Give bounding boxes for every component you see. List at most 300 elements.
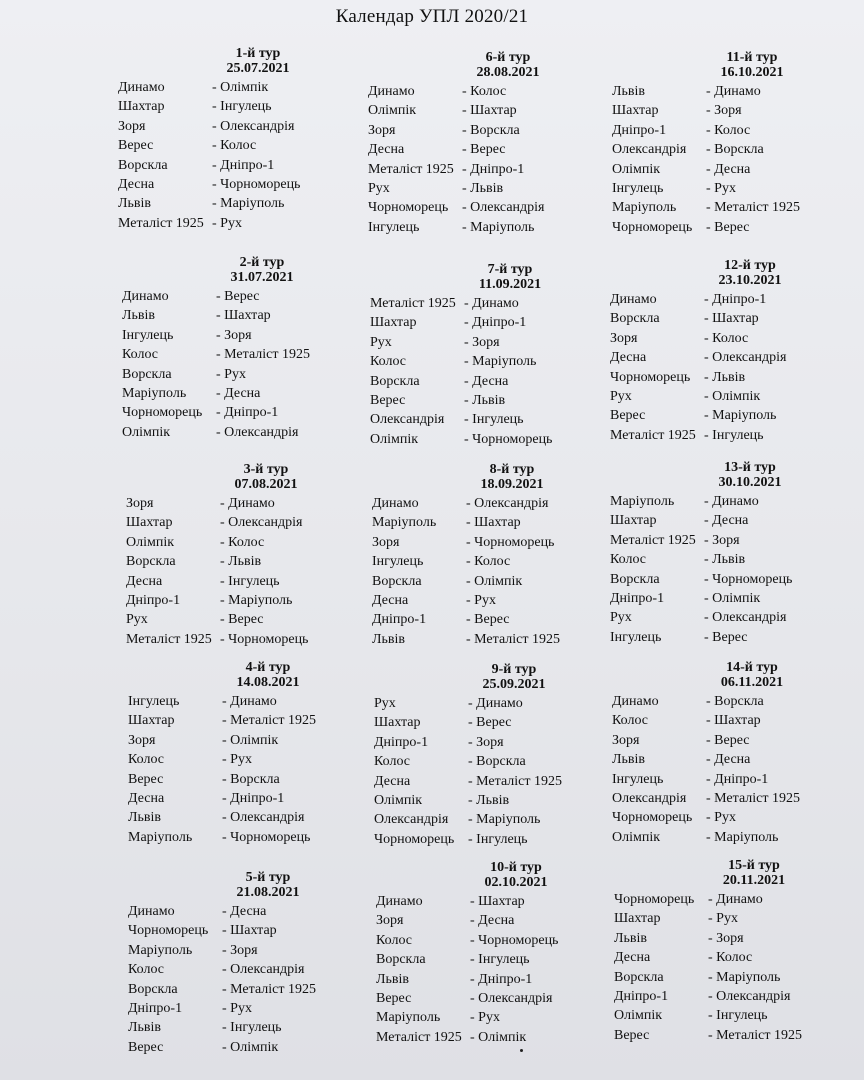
- tour-name: 11-й тур: [726, 50, 778, 65]
- tour-date: 28.08.2021: [476, 65, 540, 80]
- match-row: [612, 692, 852, 711]
- away-team: - Динамо: [706, 82, 761, 101]
- away-team: - Металіст 1925: [216, 345, 310, 364]
- away-team: - Колос: [462, 82, 506, 101]
- tour-date: 16.10.2021: [720, 65, 784, 80]
- home-team: Десна: [610, 350, 647, 366]
- away-team: - Шахтар: [704, 309, 759, 328]
- away-team: - Олександрія: [704, 348, 786, 367]
- away-team: - Верес: [466, 610, 510, 629]
- away-team: - Дніпро-1: [462, 160, 524, 179]
- away-team: - Металіст 1925: [706, 198, 800, 217]
- away-team: - Колос: [704, 329, 748, 348]
- home-team: Львів: [118, 196, 151, 212]
- home-team: Рух: [126, 612, 148, 628]
- home-team: Колос: [128, 752, 165, 768]
- home-team: Рух: [374, 696, 396, 711]
- home-team: Колос: [370, 354, 407, 370]
- away-team: - Львів: [220, 552, 261, 571]
- match-row: [374, 733, 614, 752]
- match-row: [370, 352, 610, 371]
- home-team: Дніпро-1: [612, 122, 667, 138]
- home-team: Ворскла: [610, 311, 660, 327]
- away-team: - Маріуполь: [704, 406, 776, 425]
- match-row: [128, 1018, 368, 1037]
- home-team: Шахтар: [118, 99, 165, 115]
- home-team: Колос: [376, 932, 413, 948]
- tour-name: 6-й тур: [485, 50, 531, 65]
- match-row: [614, 968, 854, 987]
- home-team: Чорноморець: [122, 405, 203, 421]
- match-row: [370, 313, 610, 332]
- home-team: Олімпік: [122, 424, 171, 440]
- match-row: [374, 791, 614, 810]
- home-team: Львів: [376, 971, 409, 987]
- away-team: - Рух: [222, 750, 252, 769]
- match-row: [122, 403, 362, 422]
- away-team: - Дніпро-1: [706, 770, 768, 789]
- away-team: - Колос: [466, 552, 510, 571]
- match-row: [614, 1026, 854, 1045]
- match-row: [374, 752, 614, 771]
- match-row: [128, 902, 368, 921]
- match-row: [612, 731, 852, 750]
- match-row: [374, 830, 614, 849]
- match-row: [128, 808, 368, 827]
- home-team: Дніпро-1: [614, 989, 669, 1005]
- home-team: Львів: [612, 752, 645, 768]
- home-team: Металіст 1925: [370, 296, 456, 311]
- away-team: - Зоря: [706, 101, 742, 120]
- away-team: - Верес: [462, 140, 506, 159]
- tour-block: [370, 262, 610, 449]
- match-row: [376, 931, 616, 950]
- tour-block: [614, 858, 854, 1045]
- tour-date: 31.07.2021: [230, 270, 294, 285]
- match-row: [610, 531, 850, 550]
- home-team: Дніпро-1: [374, 734, 429, 750]
- tour-name: 1-й тур: [235, 46, 281, 61]
- match-row: [372, 533, 612, 552]
- away-team: - Інгулець: [470, 950, 530, 969]
- away-team: - Львів: [468, 791, 509, 810]
- home-team: Колос: [610, 552, 647, 568]
- home-team: Олімпік: [126, 534, 175, 550]
- away-team: - Львів: [462, 179, 503, 198]
- match-row: [612, 82, 852, 101]
- match-row: [118, 175, 358, 194]
- match-row: [122, 423, 362, 442]
- away-team: - Верес: [704, 628, 748, 647]
- home-team: Інгулець: [372, 554, 424, 570]
- away-team: - Чорноморець: [220, 630, 308, 649]
- home-team: Ворскла: [128, 981, 178, 997]
- home-team: Львів: [614, 930, 647, 946]
- tour-name: 2-й тур: [239, 255, 285, 270]
- away-team: - Ворскла: [706, 692, 764, 711]
- match-row: [610, 511, 850, 530]
- home-team: Рух: [610, 389, 632, 405]
- match-row: [614, 929, 854, 948]
- away-team: - Зоря: [222, 941, 258, 960]
- home-team: Шахтар: [612, 103, 659, 119]
- away-team: - Зоря: [216, 326, 252, 345]
- home-team: Металіст 1925: [610, 532, 696, 548]
- away-team: - Олімпік: [212, 78, 268, 97]
- match-row: [614, 909, 854, 928]
- document-title: Календар УПЛ 2020/21: [335, 6, 529, 27]
- tour-date: 14.08.2021: [236, 675, 300, 690]
- tour-block: [368, 50, 608, 237]
- match-row: [122, 384, 362, 403]
- tour-block: [128, 660, 368, 847]
- tour-block: [376, 860, 616, 1047]
- match-row: [374, 713, 614, 732]
- home-team: Динамо: [612, 694, 659, 709]
- away-team: - Маріуполь: [706, 828, 778, 847]
- away-team: - Верес: [216, 287, 260, 306]
- away-team: - Динамо: [468, 694, 523, 713]
- match-row: [128, 960, 368, 979]
- tour-block: [122, 255, 362, 442]
- home-team: Зоря: [118, 118, 146, 134]
- away-team: - Олімпік: [222, 731, 278, 750]
- away-team: - Верес: [468, 713, 512, 732]
- away-team: - Десна: [706, 160, 750, 179]
- match-row: [610, 406, 850, 425]
- away-team: - Олександрія: [466, 494, 548, 513]
- home-team: Зоря: [612, 732, 640, 748]
- tour-block: [372, 462, 612, 649]
- away-team: - Олександрія: [708, 987, 790, 1006]
- match-row: [610, 387, 850, 406]
- home-team: Колос: [128, 962, 165, 978]
- match-row: [614, 948, 854, 967]
- away-team: - Олімпік: [470, 1028, 526, 1047]
- match-row: [610, 290, 850, 309]
- home-team: Чорноморець: [610, 369, 691, 385]
- home-team: Верес: [610, 408, 646, 424]
- home-team: Шахтар: [374, 715, 421, 731]
- home-team: Динамо: [118, 80, 165, 95]
- home-team: Маріуполь: [610, 494, 675, 509]
- away-team: - Рух: [708, 909, 738, 928]
- home-team: Інгулець: [612, 771, 664, 787]
- match-row: [612, 140, 852, 159]
- away-team: - Львів: [704, 550, 745, 569]
- home-team: Олімпік: [612, 161, 661, 177]
- match-row: [376, 1008, 616, 1027]
- match-row: [368, 179, 608, 198]
- match-row: [374, 694, 614, 713]
- away-team: - Олександрія: [216, 423, 298, 442]
- away-team: - Маріуполь: [462, 218, 534, 237]
- away-team: - Десна: [222, 902, 266, 921]
- home-team: Львів: [372, 631, 405, 647]
- away-team: - Олександрія: [470, 989, 552, 1008]
- away-team: - Олександрія: [222, 808, 304, 827]
- away-team: - Олександрія: [704, 608, 786, 627]
- away-team: - Металіст 1925: [222, 711, 316, 730]
- tour-name: 15-й тур: [728, 858, 780, 873]
- home-team: Десна: [126, 573, 163, 589]
- tour-date: 21.08.2021: [236, 885, 300, 900]
- tour-date: 25.09.2021: [482, 677, 546, 692]
- away-team: - Металіст 1925: [468, 772, 562, 791]
- away-team: - Металіст 1925: [706, 789, 800, 808]
- match-row: [614, 890, 854, 909]
- match-row: [126, 494, 366, 513]
- tour-block: [118, 46, 358, 233]
- tour-block: [610, 460, 850, 647]
- match-row: [376, 911, 616, 930]
- away-team: - Десна: [704, 511, 748, 530]
- home-team: Ворскла: [126, 554, 176, 570]
- match-row: [128, 750, 368, 769]
- away-team: - Верес: [706, 218, 750, 237]
- tour-name: 12-й тур: [724, 258, 776, 273]
- home-team: Рух: [610, 610, 632, 626]
- match-row: [118, 156, 358, 175]
- home-team: Маріуполь: [612, 200, 677, 216]
- match-row: [610, 309, 850, 328]
- match-row: [370, 430, 610, 449]
- match-row: [612, 750, 852, 769]
- away-team: - Маріуполь: [212, 194, 284, 213]
- home-team: Ворскла: [370, 373, 420, 389]
- home-team: Маріуполь: [376, 1010, 441, 1026]
- away-team: - Ворскла: [222, 770, 280, 789]
- home-team: Львів: [612, 84, 645, 99]
- tour-name: 5-й тур: [245, 870, 291, 885]
- home-team: Динамо: [122, 289, 169, 304]
- away-team: - Чорноморець: [470, 931, 558, 950]
- home-team: Рух: [368, 181, 390, 197]
- match-row: [610, 570, 850, 589]
- home-team: Чорноморець: [128, 923, 209, 939]
- tour-date: 25.07.2021: [226, 61, 290, 76]
- tour-name: 9-й тур: [491, 662, 537, 677]
- away-team: - Інгулець: [468, 830, 528, 849]
- tour-date: 07.08.2021: [234, 477, 298, 492]
- match-row: [376, 892, 616, 911]
- away-team: - Олександрія: [212, 117, 294, 136]
- home-team: Металіст 1925: [368, 161, 454, 177]
- match-row: [610, 329, 850, 348]
- home-team: Олімпік: [368, 103, 417, 119]
- home-team: Ворскла: [372, 573, 422, 589]
- away-team: - Десна: [464, 372, 508, 391]
- away-team: - Дніпро-1: [464, 313, 526, 332]
- home-team: Зоря: [128, 732, 156, 748]
- home-team: Дніпро-1: [372, 612, 427, 628]
- match-row: [128, 789, 368, 808]
- away-team: - Десна: [706, 750, 750, 769]
- match-row: [118, 117, 358, 136]
- away-team: - Рух: [212, 214, 242, 233]
- home-team: Металіст 1925: [126, 631, 212, 647]
- home-team: Інгулець: [122, 327, 174, 343]
- away-team: - Ворскла: [706, 140, 764, 159]
- home-team: Чорноморець: [374, 831, 455, 847]
- match-row: [368, 218, 608, 237]
- away-team: - Динамо: [704, 492, 759, 511]
- home-team: Динамо: [376, 894, 423, 909]
- away-team: - Десна: [216, 384, 260, 403]
- home-team: Верес: [614, 1027, 650, 1043]
- match-row: [128, 921, 368, 940]
- home-team: Десна: [118, 177, 155, 193]
- match-row: [128, 999, 368, 1018]
- home-team: Зоря: [372, 534, 400, 550]
- match-row: [368, 121, 608, 140]
- home-team: Шахтар: [614, 911, 661, 927]
- away-team: - Дніпро-1: [704, 290, 766, 309]
- away-team: - Динамо: [708, 890, 763, 909]
- away-team: - Динамо: [464, 294, 519, 313]
- home-team: Шахтар: [370, 315, 417, 331]
- match-row: [372, 513, 612, 532]
- away-team: - Дніпро-1: [212, 156, 274, 175]
- match-row: [612, 198, 852, 217]
- away-team: - Зоря: [708, 929, 744, 948]
- away-team: - Рух: [222, 999, 252, 1018]
- away-team: - Чорноморець: [222, 828, 310, 847]
- match-row: [370, 333, 610, 352]
- home-team: Ворскла: [118, 157, 168, 173]
- home-team: Чорноморець: [368, 200, 449, 216]
- match-row: [118, 136, 358, 155]
- home-team: Маріуполь: [128, 829, 193, 845]
- away-team: - Львів: [464, 391, 505, 410]
- home-team: Динамо: [128, 904, 175, 919]
- away-team: - Колос: [220, 533, 264, 552]
- match-row: [128, 941, 368, 960]
- away-team: - Інгулець: [704, 426, 764, 445]
- home-team: Чорноморець: [612, 219, 693, 235]
- match-row: [374, 772, 614, 791]
- match-row: [122, 306, 362, 325]
- home-team: Олімпік: [370, 431, 419, 447]
- away-team: - Десна: [470, 911, 514, 930]
- home-team: Ворскла: [614, 969, 664, 985]
- away-team: - Шахтар: [462, 101, 517, 120]
- away-team: - Інгулець: [220, 572, 280, 591]
- away-team: - Шахтар: [706, 711, 761, 730]
- match-row: [612, 179, 852, 198]
- away-team: - Ворскла: [462, 121, 520, 140]
- home-team: Інгулець: [612, 181, 664, 197]
- away-team: - Колос: [706, 121, 750, 140]
- home-team: Десна: [372, 593, 409, 609]
- home-team: Шахтар: [610, 513, 657, 529]
- away-team: - Олімпік: [704, 589, 760, 608]
- match-row: [126, 591, 366, 610]
- match-row: [126, 533, 366, 552]
- tour-block: [126, 462, 366, 649]
- tour-date: 30.10.2021: [718, 475, 782, 490]
- home-team: Львів: [128, 810, 161, 826]
- tour-name: 10-й тур: [490, 860, 542, 875]
- home-team: Олімпік: [614, 1008, 663, 1024]
- match-row: [126, 610, 366, 629]
- away-team: - Рух: [216, 365, 246, 384]
- match-row: [376, 950, 616, 969]
- match-row: [612, 218, 852, 237]
- away-team: - Інгулець: [464, 410, 524, 429]
- match-row: [128, 711, 368, 730]
- match-row: [612, 808, 852, 827]
- match-row: [122, 326, 362, 345]
- match-row: [118, 78, 358, 97]
- away-team: - Колос: [212, 136, 256, 155]
- match-row: [126, 572, 366, 591]
- away-team: - Зоря: [704, 531, 740, 550]
- home-team: Верес: [128, 771, 164, 787]
- home-team: Олександрія: [612, 142, 687, 158]
- match-row: [128, 1038, 368, 1057]
- home-team: Зоря: [610, 330, 638, 346]
- match-row: [128, 731, 368, 750]
- away-team: - Дніпро-1: [470, 970, 532, 989]
- away-team: - Рух: [466, 591, 496, 610]
- home-team: Верес: [128, 1039, 164, 1055]
- away-team: - Львів: [704, 368, 745, 387]
- home-team: Верес: [370, 393, 406, 409]
- home-team: Динамо: [372, 496, 419, 511]
- home-team: Зоря: [376, 913, 404, 929]
- match-row: [372, 630, 612, 649]
- home-team: Львів: [128, 1020, 161, 1036]
- match-row: [610, 628, 850, 647]
- home-team: Маріуполь: [122, 386, 187, 402]
- home-team: Колос: [612, 713, 649, 729]
- match-row: [372, 552, 612, 571]
- tour-block: [610, 258, 850, 445]
- tour-name: 14-й тур: [726, 660, 778, 675]
- away-team: - Рух: [706, 179, 736, 198]
- match-row: [118, 97, 358, 116]
- home-team: Дніпро-1: [128, 1001, 183, 1017]
- match-row: [614, 1006, 854, 1025]
- match-row: [370, 372, 610, 391]
- match-row: [126, 513, 366, 532]
- away-team: - Шахтар: [470, 892, 525, 911]
- match-row: [122, 365, 362, 384]
- match-row: [610, 492, 850, 511]
- home-team: Інгулець: [610, 629, 662, 645]
- home-team: Металіст 1925: [118, 215, 204, 231]
- away-team: - Олімпік: [704, 387, 760, 406]
- home-team: Дніпро-1: [610, 591, 665, 607]
- match-row: [128, 980, 368, 999]
- home-team: Ворскла: [610, 571, 660, 587]
- tour-date: 11.09.2021: [478, 277, 542, 292]
- away-team: - Олександрія: [222, 960, 304, 979]
- match-row: [368, 82, 608, 101]
- home-team: Олімпік: [374, 793, 423, 809]
- match-row: [612, 121, 852, 140]
- match-row: [128, 828, 368, 847]
- away-team: - Дніпро-1: [222, 789, 284, 808]
- match-row: [614, 987, 854, 1006]
- home-team: Металіст 1925: [610, 427, 696, 443]
- home-team: Верес: [118, 138, 154, 154]
- home-team: Десна: [368, 142, 405, 158]
- away-team: - Зоря: [464, 333, 500, 352]
- match-row: [118, 214, 358, 233]
- home-team: Рух: [370, 334, 392, 350]
